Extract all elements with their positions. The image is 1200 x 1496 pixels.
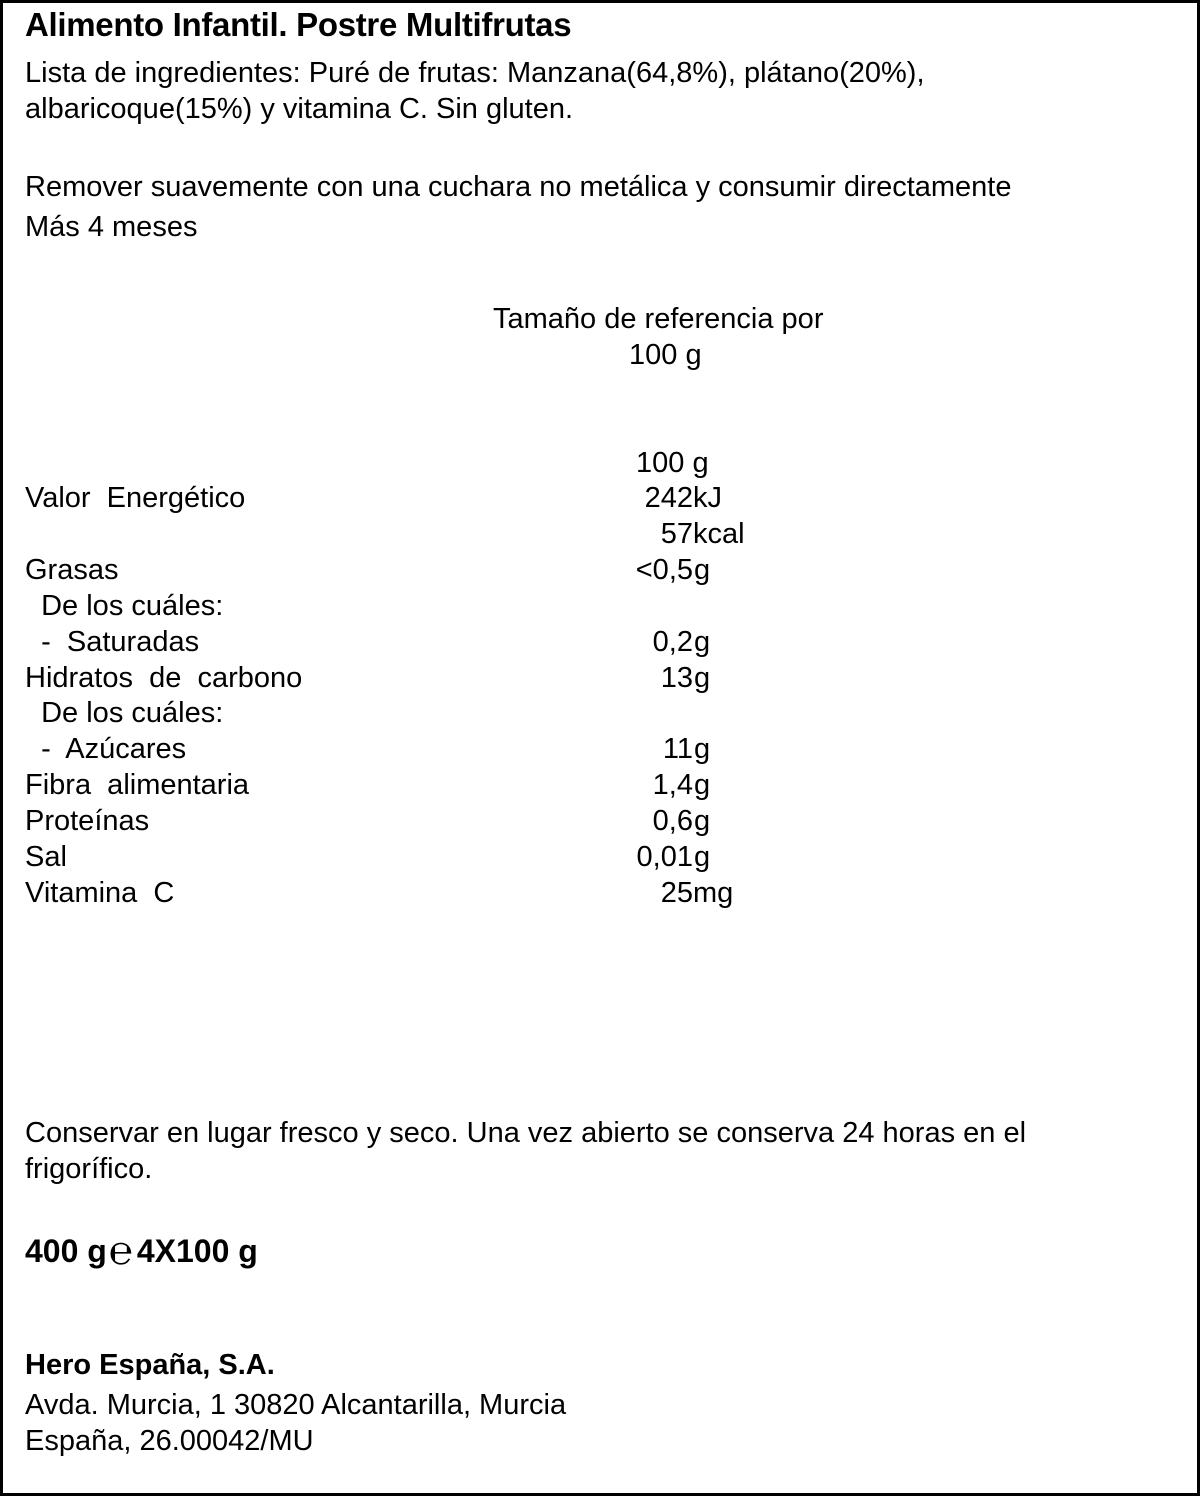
nutrition-row-label: De los cuáles:	[25, 697, 224, 729]
nutrition-row-unit: g	[694, 841, 711, 873]
nutrition-row-label: De los cuáles:	[25, 590, 224, 622]
nutrition-row-unit: g	[694, 554, 711, 586]
nutrition-row-label: - Azúcares	[25, 733, 187, 765]
net-weight-total: 400 g	[25, 1233, 107, 1269]
nutrition-row-value: 0,01	[636, 841, 693, 873]
nutrition-row-unit: kJ	[693, 482, 722, 514]
nutrition-column-header: 100 g	[636, 447, 709, 479]
estimated-sign-icon: ℮	[108, 1229, 133, 1273]
nutrition-row-label: - Saturadas	[25, 626, 200, 658]
nutrition-row-label: Grasas	[25, 554, 119, 586]
nutrition-row-label: Fibra alimentaria	[25, 769, 250, 801]
nutrition-row-label: Sal	[25, 841, 67, 873]
nutrition-row-value: 11	[662, 733, 693, 765]
storage-line-1: Conservar en lugar fresco y seco. Una vez abierto se conserva 24 horas en el	[25, 1117, 1027, 1149]
nutrition-row-value: 25	[660, 877, 693, 909]
nutrition-row-value: 57	[660, 518, 693, 550]
manufacturer-name: Hero España, S.A.	[25, 1349, 275, 1381]
manufacturer-registry: España, 26.00042/MU	[25, 1425, 314, 1457]
nutrition-row-unit: g	[694, 769, 711, 801]
net-weight	[25, 1231, 258, 1271]
nutrition-row-value: 242	[644, 482, 693, 514]
nutrition-row-label: Proteínas	[25, 805, 150, 837]
nutrition-row-value: 0,6	[652, 805, 693, 837]
nutrition-row-unit: g	[694, 662, 711, 694]
product-title: Alimento Infantil. Postre Multifrutas	[25, 6, 572, 43]
nutrition-row-value: 13	[660, 662, 693, 694]
usage-instructions: Remover suavemente con una cuchara no metálica y consumir directamente	[25, 171, 1012, 203]
ingredients-line-2: albaricoque(15%) y vitamina C. Sin gluten.	[25, 93, 574, 125]
storage-line-2: frigorífico.	[25, 1153, 153, 1185]
nutrition-row-unit: g	[694, 733, 711, 765]
nutrition-row-unit: g	[694, 626, 711, 658]
nutrition-row-unit: g	[694, 805, 711, 837]
reference-size-value: 100 g	[629, 339, 702, 371]
age-recommendation: Más 4 meses	[25, 211, 198, 243]
manufacturer-address: Avda. Murcia, 1 30820 Alcantarilla, Murcia	[25, 1389, 567, 1421]
nutrition-row-value: 0,2	[652, 626, 693, 658]
reference-size-label: Tamaño de referencia por	[493, 303, 824, 335]
nutrition-row-label: Valor Energético	[25, 482, 246, 514]
nutrition-row-label: Hidratos de carbono	[25, 662, 303, 694]
nutrition-row-label: Vitamina C	[25, 877, 175, 909]
ingredients-line-1: Lista de ingredientes: Puré de frutas: Manzana(64,8%), plátano(20%),	[25, 57, 925, 89]
nutrition-row-unit: mg	[693, 877, 734, 909]
nutrition-row-value: 1,4	[652, 769, 693, 801]
nutrition-row-value: <0,5	[635, 554, 693, 586]
net-weight-pack: 4X100 g	[136, 1233, 258, 1269]
nutrition-row-unit: kcal	[693, 518, 745, 550]
